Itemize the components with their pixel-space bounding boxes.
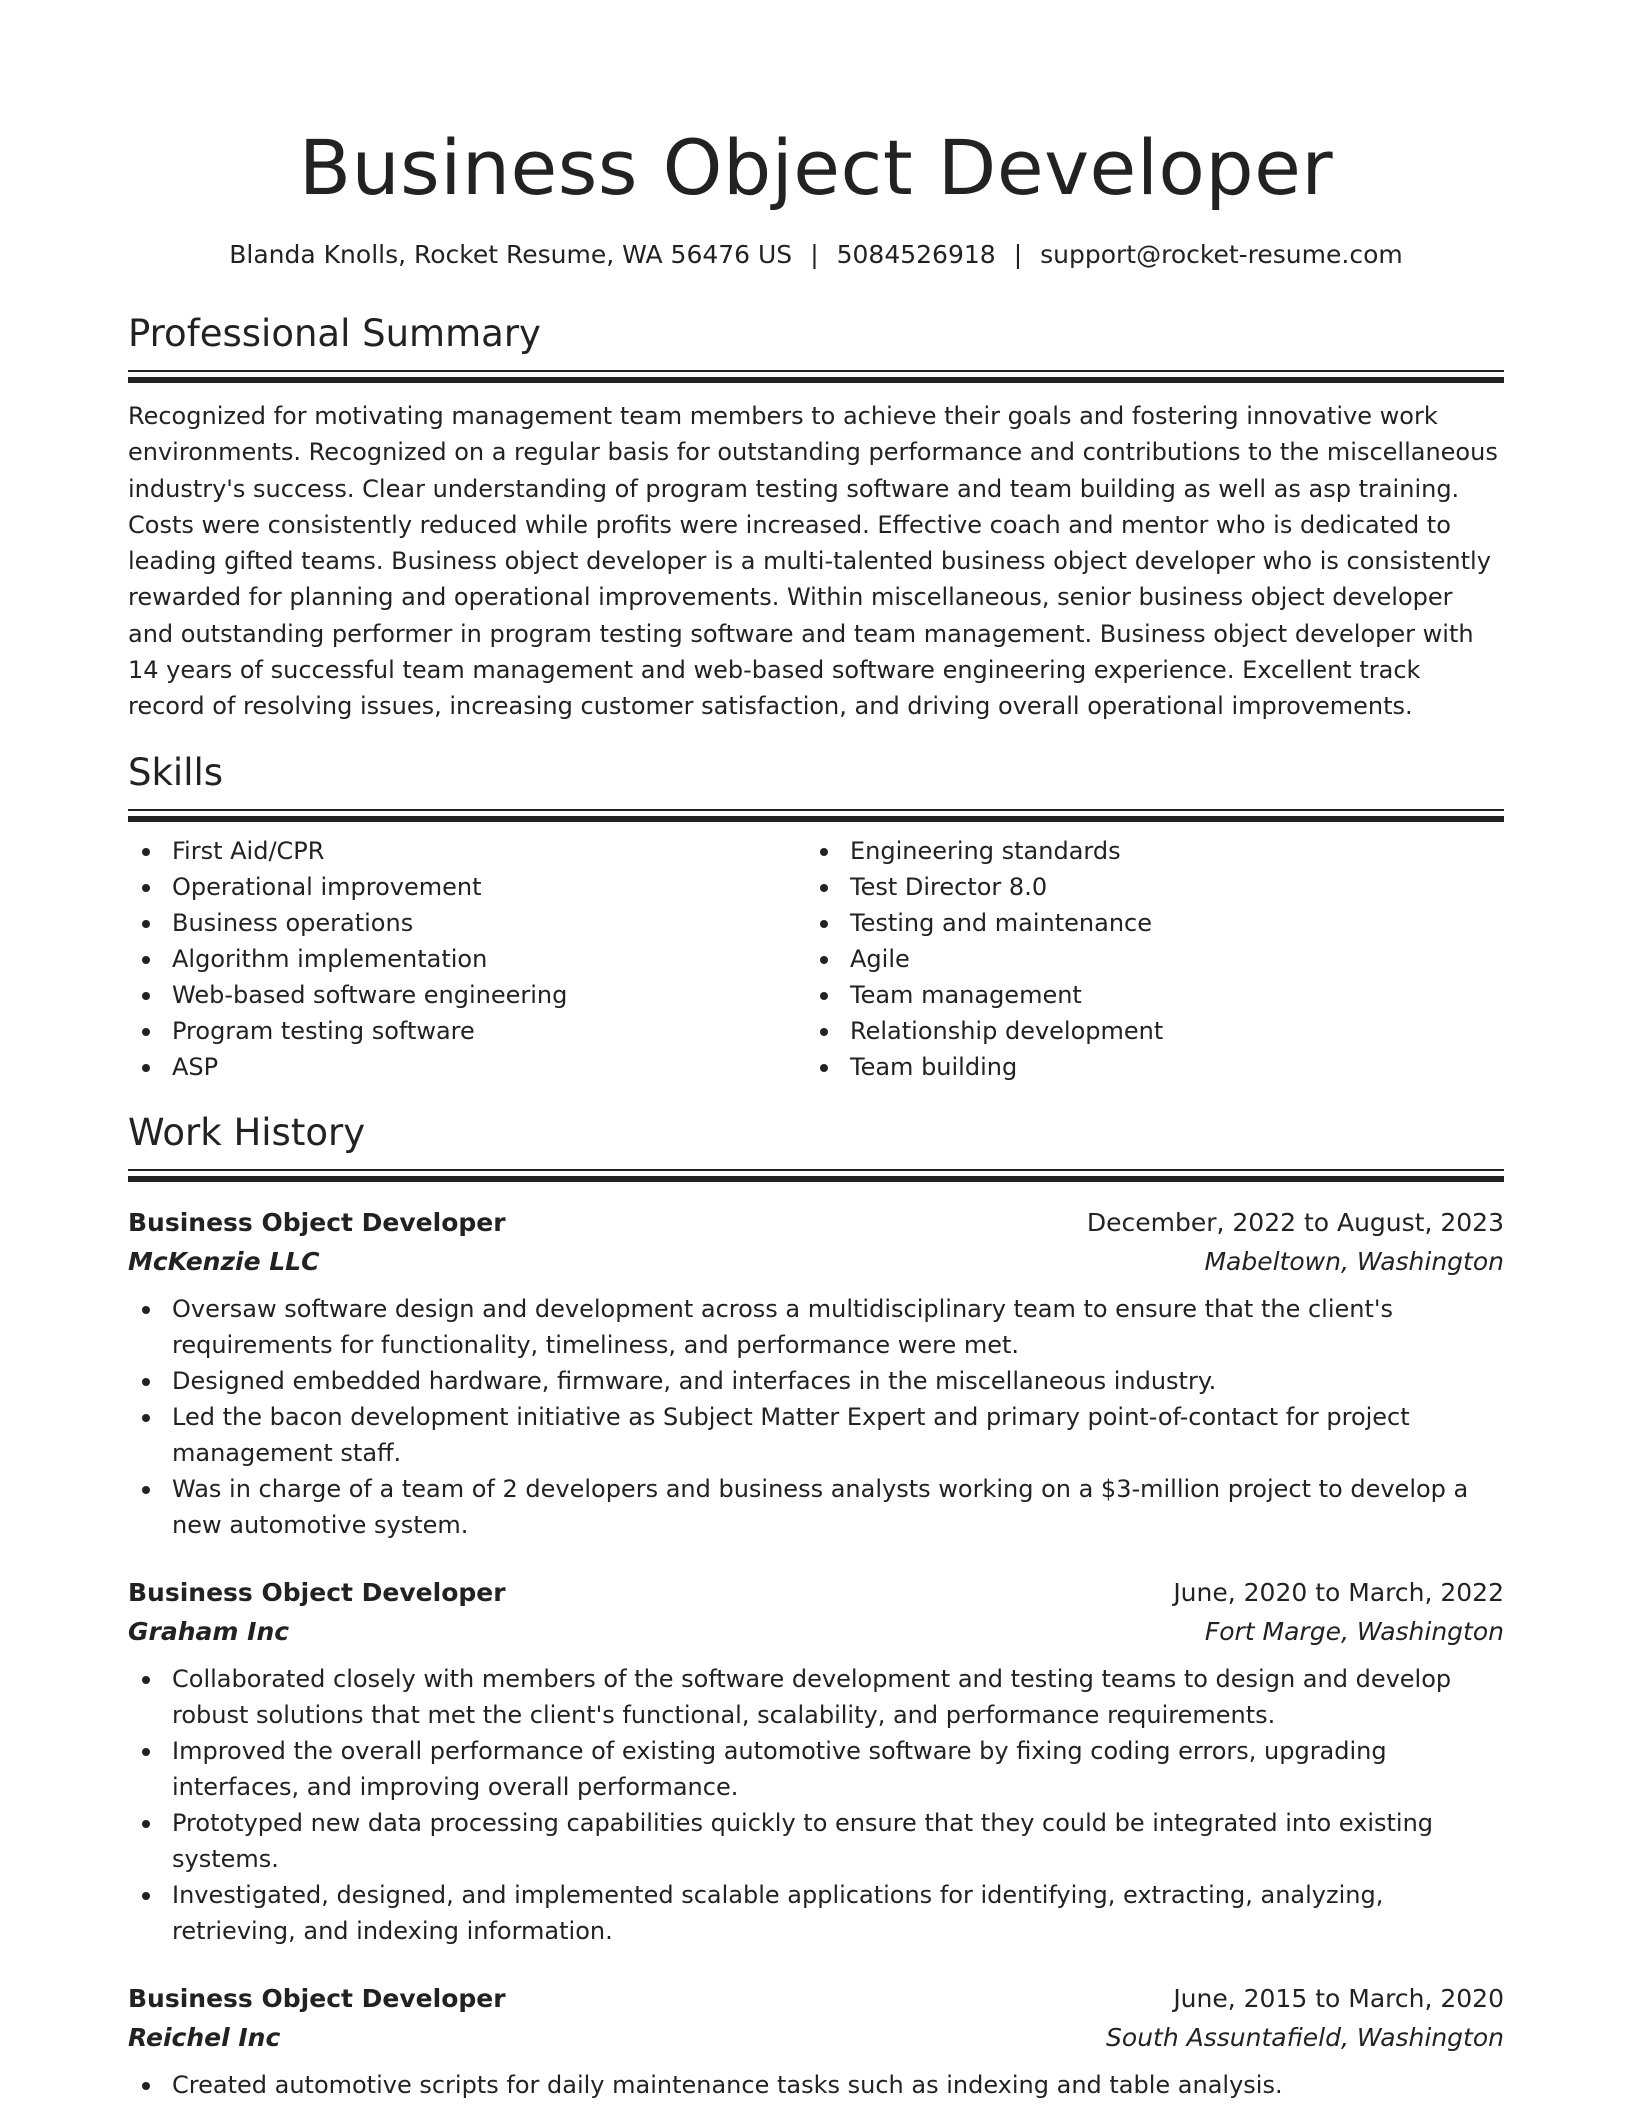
work-heading: Work History (128, 1110, 366, 1154)
duty-item: Investigated, designed, and implemented scalable applications for identifying, extracting, analyzing, retrieving, and indexing information. (128, 1877, 1504, 1949)
skill-item: Team management (806, 977, 1484, 1013)
resume-page (128, 0, 1504, 2103)
work-section-header (128, 1111, 1504, 1183)
skill-item: Agile (806, 941, 1484, 977)
contact-line (128, 238, 1504, 272)
job-header-row (128, 1203, 1504, 1242)
resume-title: Business Object Developer (298, 123, 1334, 212)
skills-heading: Skills (128, 750, 224, 794)
job-title: Business Object Developer (128, 1207, 506, 1237)
job-location: Mabeltown, Washington (1204, 1246, 1504, 1276)
skill-item: Web-based software engineering (128, 977, 806, 1013)
job-dates: June, 2020 to March, 2022 (1173, 1577, 1504, 1607)
job-company-row (128, 1612, 1504, 1651)
job-duties (128, 1291, 1504, 1543)
skill-item: Test Director 8.0 (806, 869, 1484, 905)
summary-heading: Professional Summary (128, 312, 541, 355)
skills-column-right (806, 833, 1484, 1085)
contact-email: support@rocket-resume.com (1040, 240, 1403, 269)
job-header-row (128, 1573, 1504, 1612)
skill-item: Testing and maintenance (806, 905, 1484, 941)
contact-address: Blanda Knolls, Rocket Resume, WA 56476 US (229, 240, 793, 269)
job-title: Business Object Developer (128, 1983, 506, 2013)
section-divider (128, 809, 1504, 823)
skill-item: Relationship development (806, 1013, 1484, 1049)
duty-item: Oversaw software design and development across a multidisciplinary team to ensure that the client's requirements for functionality, timeliness, and performance were met. (128, 1291, 1504, 1363)
job-location: South Assuntafield, Washington (1106, 2022, 1504, 2052)
duty-item: Was in charge of a team of 2 developers and business analysts working on a $3-million project to develop a new automotive system. (128, 1471, 1504, 1543)
skills-section-header (128, 751, 1504, 823)
skill-item: Operational improvement (128, 869, 806, 905)
job-duties (128, 2067, 1504, 2103)
duty-item: Created automotive scripts for daily maintenance tasks such as indexing and table analysis. (128, 2067, 1504, 2103)
section-divider (128, 1169, 1504, 1183)
job-company-row (128, 1242, 1504, 1281)
job-company: McKenzie LLC (128, 1246, 320, 1276)
job-dates: December, 2022 to August, 2023 (1086, 1207, 1504, 1237)
duty-item: Designed embedded hardware, firmware, and interfaces in the miscellaneous industry. (128, 1363, 1504, 1399)
skill-item: Engineering standards (806, 833, 1484, 869)
job-entry (128, 1573, 1504, 1949)
duty-item: Collaborated closely with members of the software development and testing teams to design and develop robust solutions that met the client's functional, scalability, and performance requirements. (128, 1661, 1504, 1733)
summary-text: Recognized for motivating management team members to achieve their goals and fostering innovative work environments. Recognized on a regular basis for outstanding performance and contributions to the miscellaneous industry's success. Clear understanding of program testing software and team building as well as asp training. Costs were consistently reduced while profits were increased. Effective coach and mentor who is dedicated to leading gifted teams. Business object developer is a multi-talented business object developer who is consistently rewarded for planning and operational improvements. Within miscellaneous, senior business object developer and outstanding performer in program testing software and team management. Business object developer with 14 years of successful team management and web-based software engineering experience. Excellent track record of resolving issues, increasing customer satisfaction, and driving overall operational improvements. (128, 402, 1498, 721)
job-entry (128, 1203, 1504, 1543)
job-company: Reichel Inc (128, 2022, 281, 2052)
contact-separator: | (810, 240, 819, 269)
contact-separator: | (1013, 240, 1023, 269)
job-location: Fort Marge, Washington (1204, 1616, 1504, 1646)
summary-section-header (128, 312, 1504, 384)
job-title: Business Object Developer (128, 1577, 506, 1607)
duty-item: Improved the overall performance of existing automotive software by fixing coding errors, upgrading interfaces, and improving overall performance. (128, 1733, 1504, 1805)
skill-item: Algorithm implementation (128, 941, 806, 977)
section-divider (128, 370, 1504, 384)
job-header-row (128, 1979, 1504, 2018)
job-company: Graham Inc (128, 1616, 290, 1646)
skills-column-left (128, 833, 806, 1085)
skill-item: ASP (128, 1049, 806, 1085)
skill-item: Business operations (128, 905, 806, 941)
skill-item: Team building (806, 1049, 1484, 1085)
skill-item: Program testing software (128, 1013, 806, 1049)
skill-item: First Aid/CPR (128, 833, 806, 869)
job-dates: June, 2015 to March, 2020 (1173, 1983, 1504, 2013)
job-duties (128, 1661, 1504, 1949)
job-entry (128, 1979, 1504, 2103)
job-company-row (128, 2018, 1504, 2057)
duty-item: Prototyped new data processing capabilities quickly to ensure that they could be integrated into existing systems. (128, 1805, 1504, 1877)
contact-phone: 5084526918 (836, 240, 996, 269)
skills-list (128, 833, 1504, 1085)
duty-item: Led the bacon development initiative as Subject Matter Expert and primary point-of-contact for project management staff. (128, 1399, 1504, 1471)
